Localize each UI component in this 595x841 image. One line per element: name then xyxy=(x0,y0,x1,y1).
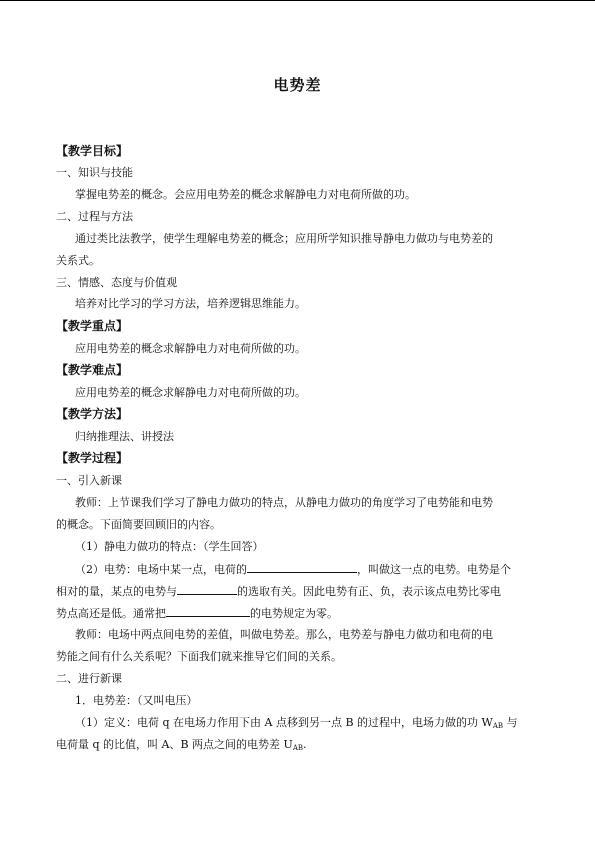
method-header: 【教学方法】 xyxy=(56,407,129,421)
process-part1-text-line1: 教师：上节课我们学习了静电力做功的特点，从静电力做功的角度学习了电势能和电势 xyxy=(75,496,493,509)
section-2-text-line2: 关系式。 xyxy=(56,254,100,267)
process-item-2-line2 xyxy=(56,584,501,599)
process-part2-title: 二、进行新课 xyxy=(56,672,122,685)
definition-text-b: 与 xyxy=(503,716,518,729)
definition-line2 xyxy=(56,738,307,755)
top-border xyxy=(0,0,595,1)
fill-blank-3[interactable] xyxy=(166,606,250,617)
process-part1-title: 一、引入新课 xyxy=(56,474,122,487)
section-3-text: 培养对比学习的学习方法，培养逻辑思维能力。 xyxy=(75,297,306,310)
method-text: 归纳推理法、讲授法 xyxy=(75,430,174,443)
key-points-header: 【教学重点】 xyxy=(56,319,129,333)
item2-text-b: ，叫做这一点的电势。电势是个 xyxy=(357,563,511,576)
process-part1-text-line3: 教师：电场中两点间电势的差值，叫做电势差。那么，电势差与静电力做功和电荷的电 xyxy=(75,628,493,641)
difficulty-header: 【教学难点】 xyxy=(56,363,129,377)
fill-blank-1[interactable] xyxy=(247,562,357,573)
difficulty-text: 应用电势差的概念求解静电力对电荷所做的功。 xyxy=(75,386,306,399)
item2-text-d: 的选取有关。因此电势有正、负，表示该点电势比零电 xyxy=(237,585,501,598)
process-item-1: （1）静电力做功的特点：（学生回答） xyxy=(75,540,264,553)
goals-header: 【教学目标】 xyxy=(56,144,129,158)
process-part1-text-line4: 势能之间有什么关系呢？下面我们就来推导它们间的关系。 xyxy=(56,650,342,663)
section-1-title: 一、知识与技能 xyxy=(56,166,133,179)
definition-text-c: 电荷量 q 的比值，叫 A、B 两点之间的电势差 U xyxy=(56,738,293,751)
process-header: 【教学过程】 xyxy=(56,451,129,465)
key-points-text: 应用电势差的概念求解静电力对电荷所做的功。 xyxy=(75,342,306,355)
definition-text-a: （1）定义：电荷 q 在电场力作用下由 A 点移到另一点 B 的过程中，电场力做的功 W xyxy=(75,716,493,729)
section-2-title: 二、过程与方法 xyxy=(56,210,133,223)
item2-text-f: 的电势规定为零。 xyxy=(250,607,338,620)
subscript-ab-1: AB xyxy=(492,722,504,730)
item2-text-a: （2）电势：电场中某一点，电荷的 xyxy=(75,563,247,576)
section-1-text: 掌握电势差的概念。会应用电势差的概念求解静电力对电荷所做的功。 xyxy=(75,188,416,201)
process-part2-item1: 1．电势差：（又叫电压） xyxy=(75,694,198,707)
definition-line1 xyxy=(75,716,518,733)
subscript-ab-2: AB xyxy=(292,744,304,752)
process-part1-text-line2: 的概念。下面简要回顾旧的内容。 xyxy=(56,518,221,531)
definition-text-d: . xyxy=(303,738,307,751)
item2-text-e: 势点高还是低。通常把 xyxy=(56,607,166,620)
page-title: 电势差 xyxy=(273,76,322,94)
process-item-2-line3 xyxy=(56,606,338,621)
fill-blank-2[interactable] xyxy=(177,584,237,595)
section-3-title: 三、情感、态度与价值观 xyxy=(56,276,177,289)
item2-text-c: 相对的量，某点的电势与 xyxy=(56,585,177,598)
section-2-text-line1: 通过类比法教学，使学生理解电势差的概念；应用所学知识推导静电力做功与电势差的 xyxy=(75,232,493,245)
process-item-2-line1 xyxy=(75,562,511,577)
